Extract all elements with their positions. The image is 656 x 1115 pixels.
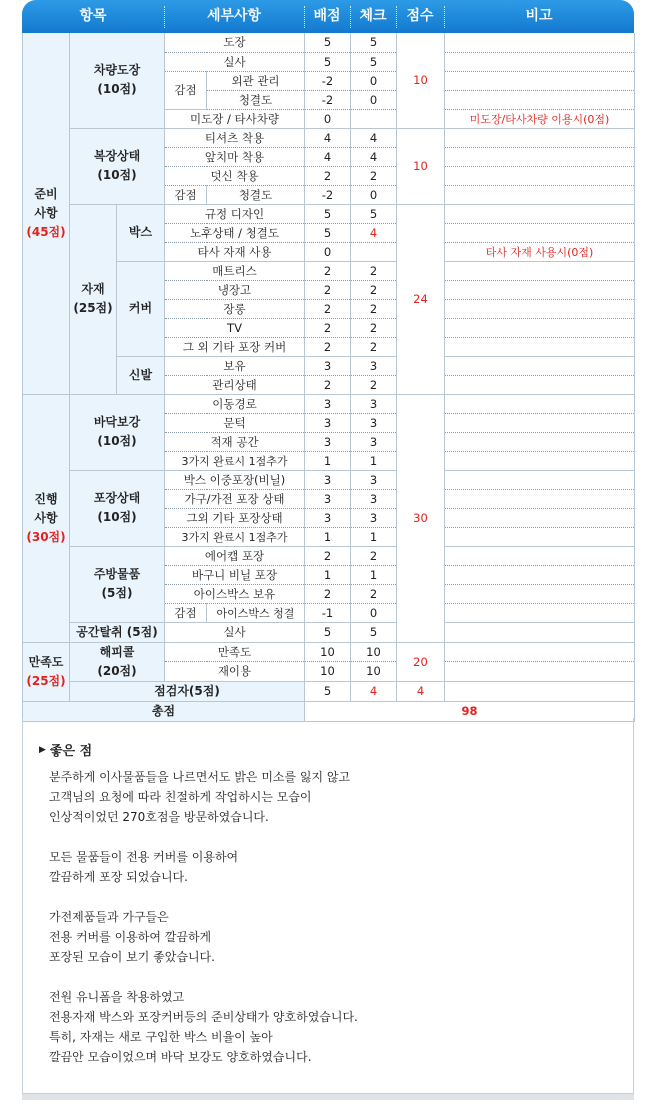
row-detail: 실사 bbox=[165, 52, 305, 71]
row-detail: 재이용 bbox=[165, 662, 305, 682]
row-note bbox=[445, 71, 635, 90]
row-max: 2 bbox=[305, 299, 351, 318]
section-floor: 바닥보강 (10점) bbox=[70, 394, 165, 470]
row-detail: 청결도 bbox=[207, 185, 305, 204]
header-item: 항목 bbox=[79, 8, 107, 24]
row-detail: 도장 bbox=[165, 33, 305, 52]
total-value: 98 bbox=[305, 701, 635, 721]
row-note bbox=[445, 413, 635, 432]
header-check: 체크 bbox=[359, 8, 387, 24]
row-detail: 냉장고 bbox=[165, 280, 305, 299]
row-detail: 3가지 완료시 1점추가 bbox=[165, 451, 305, 470]
row-check: 3 bbox=[351, 394, 397, 413]
row-max: 5 bbox=[305, 204, 351, 223]
row-max: 3 bbox=[305, 470, 351, 489]
row-detail: 실사 bbox=[165, 622, 305, 642]
row-max: 2 bbox=[305, 261, 351, 280]
row-check: 1 bbox=[351, 527, 397, 546]
row-check: 4 bbox=[351, 147, 397, 166]
row-detail: 적재 공간 bbox=[165, 432, 305, 451]
score-vehicle: 10 bbox=[397, 33, 445, 128]
row-check: 3 bbox=[351, 508, 397, 527]
row-detail: 관리상태 bbox=[165, 375, 305, 394]
row-check bbox=[351, 242, 397, 261]
row-note bbox=[445, 185, 635, 204]
vehicle-deduct-label: 감점 bbox=[165, 71, 207, 109]
row-check: 2 bbox=[351, 375, 397, 394]
section-pack: 포장상태 (10점) bbox=[70, 470, 165, 546]
row-note bbox=[445, 318, 635, 337]
row-note bbox=[445, 223, 635, 242]
row-max: 5 bbox=[305, 33, 351, 52]
row-detail: 장롱 bbox=[165, 299, 305, 318]
row-check bbox=[351, 109, 397, 128]
row-detail: TV bbox=[165, 318, 305, 337]
row-note: 미도장/타사차량 이용시(0점) bbox=[445, 109, 635, 128]
score-table bbox=[22, 33, 635, 722]
row-max: 10 bbox=[305, 642, 351, 662]
row-detail: 바구니 비닐 포장 bbox=[165, 565, 305, 584]
row-note bbox=[445, 90, 635, 109]
row-note bbox=[445, 642, 635, 662]
row-max: 4 bbox=[305, 128, 351, 147]
header-note: 비고 bbox=[525, 8, 553, 24]
row-note bbox=[445, 356, 635, 375]
row-max: 2 bbox=[305, 318, 351, 337]
row-detail: 타사 자재 사용 bbox=[165, 242, 305, 261]
row-max: -2 bbox=[305, 90, 351, 109]
row-detail: 매트리스 bbox=[165, 261, 305, 280]
row-max: 10 bbox=[305, 662, 351, 682]
section-happycall: 해피콜 (20점) bbox=[70, 642, 165, 681]
row-check: 0 bbox=[351, 90, 397, 109]
row-detail: 청결도 bbox=[207, 90, 305, 109]
row-check: 2 bbox=[351, 261, 397, 280]
row-note bbox=[445, 681, 635, 701]
score-progress: 30 bbox=[397, 394, 445, 642]
row-check: 2 bbox=[351, 337, 397, 356]
row-note: 타사 자재 사용시(0점) bbox=[445, 242, 635, 261]
row-note bbox=[445, 584, 635, 603]
row-note bbox=[445, 603, 635, 622]
row-max: 3 bbox=[305, 508, 351, 527]
row-note bbox=[445, 527, 635, 546]
row-note bbox=[445, 52, 635, 71]
comment-paragraph: 가전제품들과 가구들은 전용 커버를 이용하여 깔끔하게 포장된 모습이 보기 좋았습니다. bbox=[49, 910, 215, 964]
row-max: 1 bbox=[305, 565, 351, 584]
row-note bbox=[445, 280, 635, 299]
bottom-bar bbox=[22, 1094, 634, 1100]
row-detail: 아이스박스 청결 bbox=[207, 603, 305, 622]
row-detail: 미도장 / 타사차량 bbox=[165, 109, 305, 128]
row-note bbox=[445, 299, 635, 318]
row-check: 2 bbox=[351, 280, 397, 299]
header-detail: 세부사항 bbox=[206, 8, 262, 24]
row-max: 5 bbox=[305, 223, 351, 242]
comment-box bbox=[22, 718, 634, 1094]
row-max: 3 bbox=[305, 356, 351, 375]
row-max: 3 bbox=[305, 489, 351, 508]
row-note bbox=[445, 565, 635, 584]
row-max: -2 bbox=[305, 71, 351, 90]
row-max: 3 bbox=[305, 394, 351, 413]
row-note bbox=[445, 33, 635, 52]
row-detail: 보유 bbox=[165, 356, 305, 375]
row-note bbox=[445, 470, 635, 489]
row-max: 2 bbox=[305, 546, 351, 565]
header-max: 배점 bbox=[313, 8, 341, 24]
uniform-deduct-label: 감점 bbox=[165, 185, 207, 204]
row-note bbox=[445, 546, 635, 565]
total-label: 총점 bbox=[23, 701, 305, 721]
row-note bbox=[445, 451, 635, 470]
comment-paragraph: 모든 물품들이 전용 커버를 이용하여 깔끔하게 포장 되었습니다. bbox=[49, 850, 239, 884]
inspector-max: 5 bbox=[305, 681, 351, 701]
row-note bbox=[445, 622, 635, 642]
row-detail: 그외 기타 포장상태 bbox=[165, 508, 305, 527]
header-score: 점수 bbox=[406, 8, 434, 24]
row-max: 2 bbox=[305, 337, 351, 356]
group-prep: 준비 사항 (45점) bbox=[23, 33, 70, 394]
row-note bbox=[445, 337, 635, 356]
row-check: 0 bbox=[351, 185, 397, 204]
row-detail: 티셔츠 착용 bbox=[165, 128, 305, 147]
row-check: 2 bbox=[351, 299, 397, 318]
row-check: 3 bbox=[351, 413, 397, 432]
score-satisfaction: 20 bbox=[397, 642, 445, 681]
row-check: 0 bbox=[351, 603, 397, 622]
row-note bbox=[445, 394, 635, 413]
section-vehicle: 차량도장 (10점) bbox=[70, 33, 165, 128]
row-max: 3 bbox=[305, 413, 351, 432]
section-kitchen: 주방물품 (5점) bbox=[70, 546, 165, 622]
comment-paragraph: 분주하게 이사물품들을 나르면서도 밝은 미소를 잃지 않고 고객님의 요청에 따라 친절하게 작업하시는 모습이 인상적이었던 270호점을 방문하였습니다. bbox=[49, 770, 351, 824]
row-detail: 가구/가전 포장 상태 bbox=[165, 489, 305, 508]
row-note bbox=[445, 166, 635, 185]
row-detail: 아이스박스 보유 bbox=[165, 584, 305, 603]
row-check: 2 bbox=[351, 318, 397, 337]
section-space: 공간탈취 (5점) bbox=[70, 622, 165, 642]
row-detail: 박스 이중포장(비닐) bbox=[165, 470, 305, 489]
inspector-score: 4 bbox=[397, 681, 445, 701]
score-uniform: 10 bbox=[397, 128, 445, 204]
row-note bbox=[445, 432, 635, 451]
row-check: 10 bbox=[351, 662, 397, 682]
subsection-cover: 커버 bbox=[117, 261, 165, 356]
row-max: 2 bbox=[305, 280, 351, 299]
row-max: 5 bbox=[305, 622, 351, 642]
row-detail: 3가지 완료시 1점추가 bbox=[165, 527, 305, 546]
row-note bbox=[445, 147, 635, 166]
row-max: 5 bbox=[305, 52, 351, 71]
row-detail: 문턱 bbox=[165, 413, 305, 432]
row-detail: 만족도 bbox=[165, 642, 305, 662]
row-detail: 그 외 기타 포장 커버 bbox=[165, 337, 305, 356]
row-max: 2 bbox=[305, 375, 351, 394]
row-check: 5 bbox=[351, 204, 397, 223]
row-max: 0 bbox=[305, 109, 351, 128]
row-check: 5 bbox=[351, 33, 397, 52]
row-max: 2 bbox=[305, 166, 351, 185]
row-check: 0 bbox=[351, 71, 397, 90]
section-material: 자재 (25점) bbox=[70, 204, 117, 394]
section-uniform: 복장상태 (10점) bbox=[70, 128, 165, 204]
group-satisfaction: 만족도 (25점) bbox=[23, 642, 70, 701]
row-check: 3 bbox=[351, 356, 397, 375]
row-max: -2 bbox=[305, 185, 351, 204]
row-detail: 앞치마 착용 bbox=[165, 147, 305, 166]
row-check: 10 bbox=[351, 642, 397, 662]
row-max: -1 bbox=[305, 603, 351, 622]
score-material: 24 bbox=[397, 204, 445, 394]
row-check: 2 bbox=[351, 166, 397, 185]
row-detail: 에어캡 포장 bbox=[165, 546, 305, 565]
triangle-right-icon: ▶ bbox=[39, 744, 46, 755]
row-check: 4 bbox=[351, 223, 397, 242]
table-header bbox=[22, 0, 634, 33]
comment-title: ▶ 좋은 점 bbox=[39, 744, 93, 759]
subsection-box: 박스 bbox=[117, 204, 165, 261]
row-max: 3 bbox=[305, 432, 351, 451]
row-detail: 규정 디자인 bbox=[165, 204, 305, 223]
row-check: 3 bbox=[351, 489, 397, 508]
row-check: 5 bbox=[351, 622, 397, 642]
row-note bbox=[445, 375, 635, 394]
row-detail: 외관 관리 bbox=[207, 71, 305, 90]
subsection-shoes: 신발 bbox=[117, 356, 165, 394]
row-check: 5 bbox=[351, 52, 397, 71]
kitchen-deduct-label: 감점 bbox=[165, 603, 207, 622]
group-progress: 진행 사항 (30점) bbox=[23, 394, 70, 642]
row-note bbox=[445, 489, 635, 508]
comment-paragraph: 전원 유니폼을 착용하였고 전용자재 박스와 포장커버등의 준비상태가 양호하였습니다. 특히, 자재는 새로 구입한 박스 비율이 높아 깔끔안 모습이었으며 바닥 보강도 양호하였습니다. bbox=[49, 990, 358, 1064]
row-check: 2 bbox=[351, 546, 397, 565]
row-note bbox=[445, 662, 635, 682]
row-check: 2 bbox=[351, 584, 397, 603]
row-note bbox=[445, 261, 635, 280]
row-note bbox=[445, 508, 635, 527]
inspector-label: 점검자(5점) bbox=[70, 681, 305, 701]
row-max: 1 bbox=[305, 451, 351, 470]
row-note bbox=[445, 204, 635, 223]
row-detail: 노후상태 / 청결도 bbox=[165, 223, 305, 242]
inspector-check: 4 bbox=[351, 681, 397, 701]
row-detail: 덧신 착용 bbox=[165, 166, 305, 185]
row-max: 0 bbox=[305, 242, 351, 261]
row-max: 1 bbox=[305, 527, 351, 546]
row-note bbox=[445, 128, 635, 147]
row-max: 4 bbox=[305, 147, 351, 166]
row-check: 1 bbox=[351, 565, 397, 584]
row-check: 3 bbox=[351, 470, 397, 489]
row-check: 4 bbox=[351, 128, 397, 147]
row-check: 1 bbox=[351, 451, 397, 470]
row-check: 3 bbox=[351, 432, 397, 451]
row-max: 2 bbox=[305, 584, 351, 603]
row-detail: 이동경로 bbox=[165, 394, 305, 413]
